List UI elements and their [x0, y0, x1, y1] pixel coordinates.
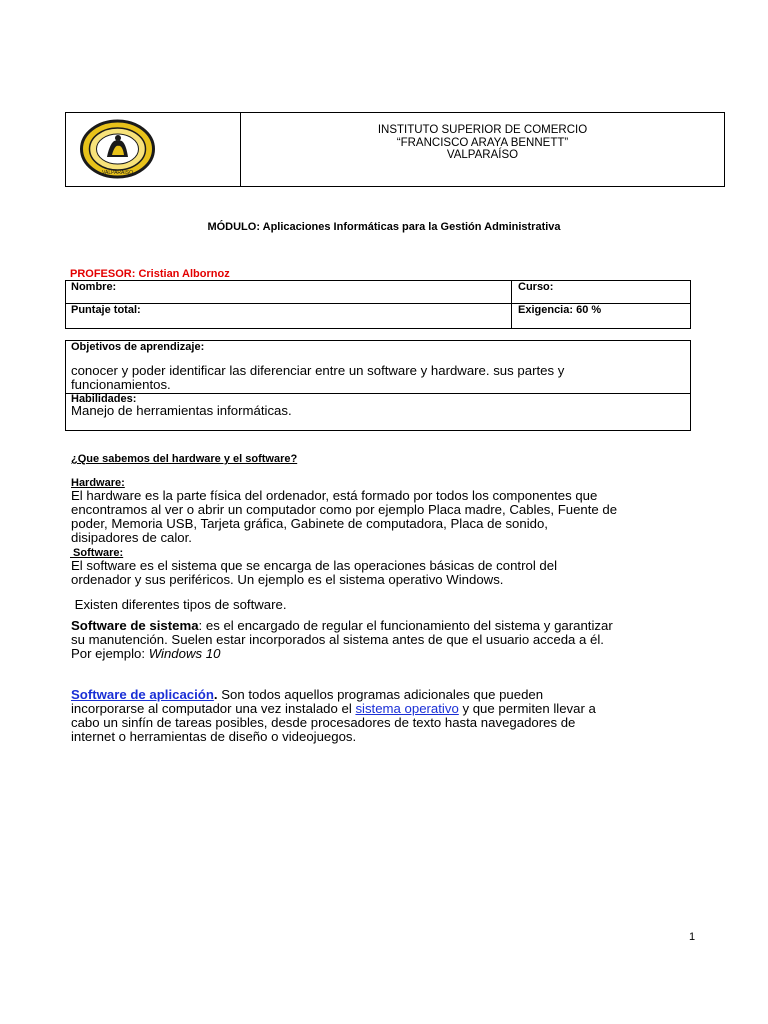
types-intro: Existen diferentes tipos de software. — [71, 597, 287, 612]
nombre-label: Nombre: — [71, 281, 117, 293]
objectives-box — [65, 340, 691, 431]
objectives-text-line-1: conocer y poder identificar las diferenciar entre un software y hardware. sus partes y — [71, 363, 565, 378]
software-aplicacion-line2-prefix: incorporarse al computador una vez instalado el — [71, 701, 356, 716]
table-divider-vertical — [511, 281, 512, 328]
sistema-operativo-link[interactable]: sistema operativo — [355, 701, 459, 716]
institute-line-3: VALPARAÍSO — [446, 149, 519, 161]
software-aplicacion-dot: . — [213, 687, 218, 702]
exigencia-label: Exigencia: 60 % — [518, 304, 602, 316]
software-aplicacion-paragraph — [71, 688, 701, 744]
habilidades-text: Manejo de herramientas informáticas. — [71, 403, 292, 418]
svg-text:VALPARAÍSO: VALPARAÍSO — [102, 170, 133, 176]
puntaje-label: Puntaje total: — [71, 304, 141, 316]
objectives-divider — [66, 393, 690, 394]
habilidades-label: Habilidades: — [71, 393, 137, 405]
header-box — [65, 112, 725, 187]
software-aplicacion-line2-suffix: y que permiten llevar a — [458, 701, 596, 716]
software-aplicacion-line4: internet o herramientas de diseño o videojuegos. — [71, 729, 357, 744]
hardware-paragraph — [71, 489, 701, 545]
software-sistema-example: Windows 10 — [148, 646, 221, 661]
hardware-line: encontramos al ver o abrir un computador como por ejemplo Placa madre, Cables, Fuente de — [71, 502, 618, 517]
profesor-label: PROFESOR: Cristian Albornoz — [70, 268, 230, 280]
student-info-table — [65, 280, 691, 329]
software-heading: Software: — [70, 547, 124, 559]
hardware-line: disipadores de calor. — [71, 530, 192, 545]
software-sistema-line1: : es el encargado de regular el funcionamiento del sistema y garantizar — [198, 618, 613, 633]
software-sistema-example-prefix: Por ejemplo: — [71, 646, 149, 661]
curso-label: Curso: — [518, 281, 554, 293]
software-paragraph — [71, 559, 701, 587]
institute-line-1: INSTITUTO SUPERIOR DE COMERCIO — [377, 124, 588, 136]
software-line: ordenador y sus periféricos. Un ejemplo es el sistema operativo Windows. — [71, 572, 504, 587]
hardware-heading: Hardware: — [71, 477, 125, 489]
page-number: 1 — [689, 931, 696, 943]
software-aplicacion-line3: cabo un sinfín de tareas posibles, desde procesadores de texto hasta navegadores de — [71, 715, 576, 730]
software-sistema-line2: su manutención. Suelen estar incorporados al sistema antes de que el usuario acceda a él. — [71, 632, 604, 647]
module-title: MÓDULO: Aplicaciones Informáticas para la Gestión Administrativa — [207, 221, 561, 233]
software-aplicacion-line1: Son todos aquellos programas adicionales que pueden — [217, 687, 544, 702]
objectives-label: Objetivos de aprendizaje: — [71, 341, 205, 353]
hardware-line: El hardware es la parte física del ordenador, está formado por todos los componentes que — [71, 488, 598, 503]
software-sistema-paragraph — [71, 619, 701, 661]
objectives-text-line-2: funcionamientos. — [71, 377, 171, 392]
institute-seal-logo — [80, 119, 155, 179]
institute-name — [241, 124, 724, 162]
section-question-heading: ¿Que sabemos del hardware y el software? — [71, 453, 298, 465]
institute-line-2: “FRANCISCO ARAYA BENNETT” — [396, 136, 569, 149]
software-aplicacion-link[interactable]: Software de aplicación — [71, 687, 214, 702]
hardware-line: poder, Memoria USB, Tarjeta gráfica, Gabinete de computadora, Placa de sonido, — [71, 516, 548, 531]
software-sistema-term: Software de sistema — [71, 618, 199, 633]
software-line: El software es el sistema que se encarga de las operaciones básicas de control del — [71, 558, 558, 573]
